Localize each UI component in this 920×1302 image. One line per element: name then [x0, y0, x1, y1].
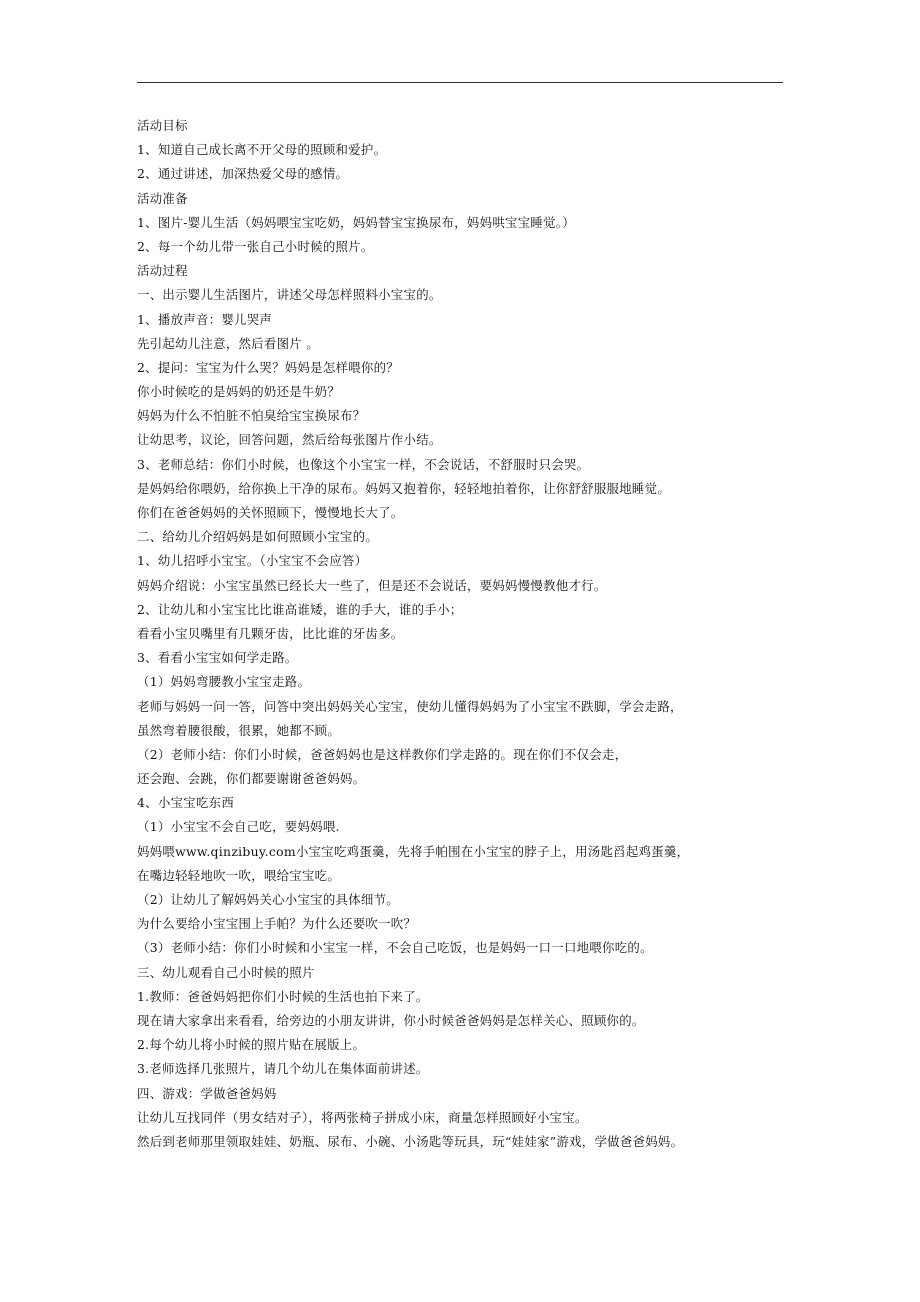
section-heading: 活动过程: [137, 263, 188, 279]
text-line: 让幼思考，议论，回答问题，然后给每张图片作小结。: [137, 432, 442, 448]
text-line: 然后到老师那里领取娃娃、奶瓶、尿布、小碗、小汤匙等玩具，玩“娃娃家”游戏，学做爸爸妈妈。: [137, 1133, 684, 1149]
text-line: 是妈妈给你喂奶，给你换上干净的尿布。妈妈又抱着你，轻轻地拍着你，让你舒舒服服地睡觉。: [137, 480, 671, 496]
text-line: 1、播放声音：婴儿哭声: [137, 311, 273, 327]
text-line: （2）老师小结：你们小时候，爸爸妈妈也是这样教你们学走路的。现在你们不仅会走，: [137, 746, 628, 762]
text-line: 虽然弯着腰很酸，很累，她都不顾。: [137, 722, 341, 738]
section-heading: 活动准备: [137, 190, 188, 206]
text-line: 3、老师总结：你们小时候，也像这个小宝宝一样，不会说话，不舒服时只会哭。: [137, 456, 590, 472]
text-line: 现在请大家拿出来看看，给旁边的小朋友讲讲，你小时候爸爸妈妈是怎样关心、照顾你的。: [137, 1012, 645, 1028]
text-line: 妈妈喂www.qinzibuy.com小宝宝吃鸡蛋羹，先将手帕围在小宝宝的脖子上，用汤匙舀起鸡蛋羹，: [137, 843, 690, 859]
header-divider: [137, 82, 783, 83]
text-line: 看看小宝贝嘴里有几颗牙齿，比比谁的牙齿多。: [137, 625, 404, 641]
text-line: 为什么要给小宝宝围上手帕？为什么还要吹一吹？: [137, 916, 417, 932]
section-heading: 活动目标: [137, 118, 188, 133]
text-line: （1）妈妈弯腰教小宝宝走路。: [137, 674, 311, 690]
text-line: 你小时候吃的是妈妈的奶还是牛奶？: [137, 384, 341, 400]
text-line: 你们在爸爸妈妈的关怀照顾下，慢慢地长大了。: [137, 505, 404, 520]
text-line: 2、让幼儿和小宝宝比比谁高谁矮，谁的手大，谁的手小；: [137, 601, 463, 617]
prep-item: 1、图片-婴儿生活（妈妈喂宝宝吃奶，妈妈替宝宝换尿布，妈妈哄宝宝睡觉。）: [137, 214, 575, 230]
text-line: （1）小宝宝不会自己吃，要妈妈喂.: [137, 819, 340, 835]
text-line: 2、提问：宝宝为什么哭？妈妈是怎样喂你的？: [137, 359, 399, 375]
text-line: 1.教师：爸爸妈妈把你们小时候的生活也拍下来了。: [137, 988, 429, 1004]
text-line: 先引起幼儿注意，然后看图片 。: [137, 335, 319, 351]
goal-item: 2、通过讲述，加深热爱父母的感情。: [137, 166, 349, 182]
text-line: 2.每个幼儿将小时候的照片贴在展版上。: [137, 1037, 366, 1053]
prep-item: 2、每一个幼儿带一张自己小时候的照片。: [137, 238, 374, 254]
text-line: 妈妈为什么不怕脏不怕臭给宝宝换尿布？: [137, 408, 366, 424]
text-line: 1、幼儿招呼小宝宝。（小宝宝不会应答）: [137, 553, 368, 569]
text-line: 老师与妈妈一问一答，问答中突出妈妈关心宝宝，使幼儿懂得妈妈为了小宝宝不跌脚，学会走路，: [137, 698, 683, 714]
goal-item: 1、知道自己成长离不开父母的照顾和爱护。: [137, 142, 387, 158]
document-body: [137, 114, 787, 1154]
step-heading: 一、出示婴儿生活图片，讲述父母怎样照料小宝宝的。: [137, 287, 442, 303]
step-heading: 三、幼儿观看自己小时候的照片: [137, 964, 315, 980]
text-line: （3）老师小结：你们小时候和小宝宝一样，不会自己吃饭，也是妈妈一口一口地喂你吃的。: [137, 940, 653, 956]
text-line: 3.老师选择几张照片，请几个幼儿在集体面前讲述。: [137, 1061, 429, 1077]
text-line: 还会跑、会跳，你们都要谢谢爸爸妈妈。: [137, 771, 366, 787]
text-line: 4、小宝宝吃东西: [137, 795, 235, 811]
text-line: 让幼儿互找同伴（男女结对子），将两张椅子拼成小床，商量怎样照顾好小宝宝。: [137, 1109, 588, 1125]
text-line: （2）让幼儿了解妈妈关心小宝宝的具体细节。: [137, 892, 399, 907]
text-line: 3、看看小宝宝如何学走路。: [137, 650, 298, 666]
text-line: 在嘴边轻轻地吹一吹，喂给宝宝吃。: [137, 867, 341, 883]
text-line: 妈妈介绍说：小宝宝虽然已经长大一些了，但是还不会说话，要妈妈慢慢教他才行。: [137, 577, 607, 593]
step-heading: 四、游戏：学做爸爸妈妈: [137, 1085, 277, 1101]
step-heading: 二、给幼儿介绍妈妈是如何照顾小宝宝的。: [137, 529, 379, 545]
